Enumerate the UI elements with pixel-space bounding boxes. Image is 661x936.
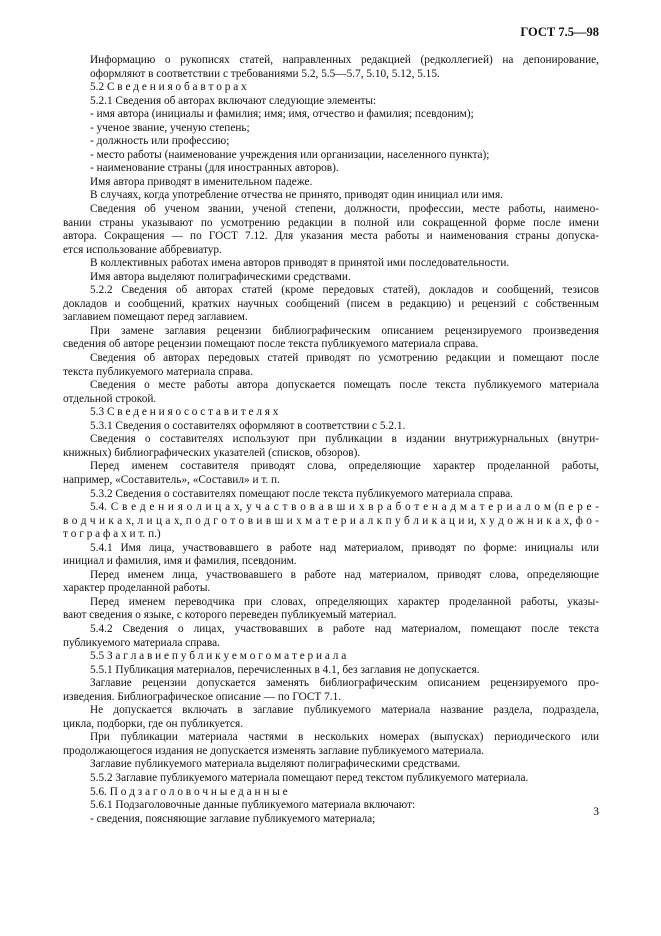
text-line: 5.5 З а г л а в и е п у б л и к у е м о г о м а т е р и а л а [90, 650, 347, 663]
text-line: 5.6. П о д з а г о л о в о ч н ы е д а н н ы е [90, 785, 288, 798]
text-line: При публикации материала частями в нескольких номерах (выпусках) периодического или [90, 731, 599, 744]
text-line: 5.3 С в е д е н и я о с о с т а в и т е л я х [90, 406, 279, 419]
text-line: 5.3.1 Сведения о составителях оформляют в соответствии с 5.2.1. [90, 419, 406, 432]
text-line: вают сведения о языке, с которого переведен публикуемый материал. [63, 609, 397, 622]
text-line: заглавием помещают перед заглавием. [63, 311, 248, 324]
text-line: Заглавие публикуемого материала выделяют полиграфическими средствами. [90, 758, 461, 771]
text-line: 5.4.2 Сведения о лицах, участвовавших в работе над материалом, помещают после текста [90, 622, 599, 635]
text-line: т о г р а ф а х и т. п.) [63, 528, 161, 541]
text-line: Заглавие рецензии допускается заменять библиографическим описанием рецензируемого про- [90, 677, 599, 690]
text-line: Сведения об ученом звании, ученой степени, должности, профессии, месте работы, наимено- [90, 203, 599, 216]
text-line: 5.5.1 Публикация материалов, перечисленных в 4.1, без заглавия не допускается. [90, 663, 480, 676]
text-line: докладов и сообщений, кратких научных сообщений (писем в редакцию) и рецензий с собственным [63, 297, 599, 310]
text-line: Не допускается включать в заглавие публикуемого материала название раздела, подраздела, [90, 704, 599, 717]
text-line: - сведения, поясняющие заглавие публикуемого материала; [90, 812, 376, 825]
text-line: цикла, подборки, где он публикуется. [63, 717, 244, 730]
text-line: 5.5.2 Заглавие публикуемого материала помещают перед текстом публикуемого материала. [90, 771, 529, 784]
page-number: 3 [593, 806, 599, 818]
text-line: в о д ч и к а х, л и ц а х, п о д г о т о в и в ш и х м а т е р и а л к п у б л и к а ц и и, х у д о ж н и к а х, ф о - [63, 514, 599, 527]
document-body [63, 54, 599, 826]
document-header: ГОСТ 7.5—98 [520, 25, 599, 39]
text-line: книжных) библиографических указателей (списков, обзоров). [63, 446, 361, 459]
text-line: Информацию о рукописях статей, направленных редакцией (редколлегией) на депонирование, [90, 54, 599, 66]
text-line: Имя автора приводят в именительном падеже. [90, 175, 313, 188]
text-line: Сведения о составителях используют при публикации в издании внутрижурнальных (внутри- [90, 433, 599, 446]
text-line: вании страны указывают по усмотрению редакции в полной или сокращенной форме после имени [63, 216, 599, 229]
text-line: Сведения об авторах передовых статей приводят по усмотрению редакции и помещают после [90, 352, 599, 365]
text-line: - место работы (наименование учреждения или организации, населенного пункта); [90, 148, 490, 161]
text-line: 5.6.1 Подзаголовочные данные публикуемого материала включают: [90, 799, 416, 812]
text-line: - ученое звание, ученую степень; [90, 121, 250, 134]
text-line: В случаях, когда употребление отчества не принято, приводят один инициал или имя. [90, 189, 503, 202]
text-line: ется использование аббревиатур. [63, 243, 222, 256]
text-line: 5.3.2 Сведения о составителях помещают после текста публикуемого материала справа. [90, 487, 514, 500]
text-line: Имя автора выделяют полиграфическими средствами. [90, 270, 351, 283]
text-line: 5.4. С в е д е н и я о л и ц а х, у ч а с т в о в а в ш и х в р а б о т е н а д м а т е р и а л о м (п е р е - [90, 501, 599, 514]
text-line: 5.4.1 Имя лица, участвовавшего в работе над материалом, приводят по форме: инициалы или [90, 541, 599, 554]
text-line: публикуемого материала справа. [63, 636, 220, 649]
text-line: отдельной строкой. [63, 392, 157, 405]
text-line: сведения об авторе рецензии помещают после текста публикуемого материала справа. [63, 338, 479, 351]
text-line: характер проделанной работы. [63, 582, 211, 595]
text-line: Перед именем переводчика при словах, определяющих характер проделанной работы, указы- [90, 595, 599, 608]
text-line: Перед именем лица, участвовавшего в работе над материалом, приводят слова, определяющие [90, 568, 599, 581]
text-line: - наименование страны (для иностранных авторов). [90, 162, 339, 175]
text-line: инициал и фамилия, имя и фамилия, псевдоним. [63, 555, 297, 568]
text-line: В коллективных работах имена авторов приводят в принятой ими последовательности. [90, 257, 510, 270]
text-line: - имя автора (инициалы и фамилия; имя; имя, отчество и фамилия; псевдоним); [90, 108, 474, 121]
text-line: Сведения о месте работы автора допускается помещать после текста публикуемого материала [90, 379, 599, 392]
text-line: При замене заглавия рецензии библиографическим описанием рецензируемого произведения [90, 324, 599, 337]
text-line: - должность или профессию; [90, 135, 230, 148]
text-line: оформляют в соответствии с требованиями 5.2, 5.5—5.7, 5.10, 5.12, 5.15. [90, 67, 440, 80]
text-line: например, «Составитель», «Составил» и т. п. [63, 473, 280, 486]
text-line: 5.2 С в е д е н и я о б а в т о р а х [90, 81, 247, 94]
text-line: изведения. Библиографическое описание — по ГОСТ 7.1. [63, 690, 342, 703]
text-line: автора. Сокращения — по ГОСТ 7.12. Для указания места работы и наименования страны допуска- [63, 230, 599, 243]
text-line: 5.2.2 Сведения об авторах статей (кроме передовых статей), докладов и сообщений, тезисов [90, 284, 599, 297]
text-line: Перед именем составителя приводят слова, определяющие характер проделанной работы, [90, 460, 599, 473]
text-line: продолжающегося издания не допускается изменять заглавие публикуемого материала. [63, 744, 485, 757]
text-line: текста публикуемого материала справа. [63, 365, 254, 378]
text-line: 5.2.1 Сведения об авторах включают следующие элементы: [90, 94, 377, 107]
